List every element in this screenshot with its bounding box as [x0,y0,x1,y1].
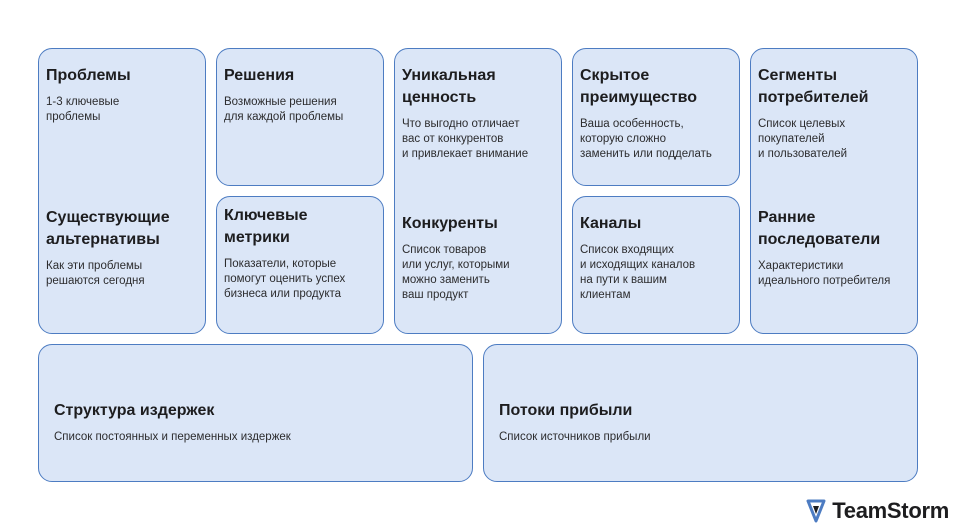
channels-title: Каналы [580,215,642,232]
advantage-text: Ваша особенность, которую сложно заменить или подделать [580,118,712,160]
revenue-title: Потоки прибыли [499,402,633,419]
competitors [402,213,557,303]
card-hidden-advantage [572,48,740,186]
competitors-title: Конкуренты [402,215,498,232]
metrics-text: Показатели, которые помогут оценить успех бизнеса или продукта [224,258,346,300]
solutions-title: Решения [224,67,295,84]
channels-text: Список входящих и исходящих каналов на пути к вашим клиентам [580,244,696,301]
card-problems [38,48,206,334]
card-unique-value [394,48,562,334]
card-channels [572,196,740,334]
card-customer-segments [750,48,918,334]
card-revenue-streams [483,344,918,482]
early-adopters-title: Ранние последователи [758,209,881,248]
card-solutions [216,48,384,186]
costs-title: Структура издержек [54,402,215,419]
segments-title: Сегменты потребителей [758,67,869,106]
existing-alternatives [46,207,201,289]
segments-text: Список целевых покупателей и пользователей [758,118,848,160]
competitors-text: Список товаров или услуг, которыми можно заменить ваш продукт [402,244,510,301]
problems-title: Проблемы [46,67,131,84]
early-adopters [758,207,913,289]
early-adopters-text: Характеристики идеального потребителя [758,260,891,287]
brand-logo [806,498,949,524]
teamstorm-logo-icon [806,499,826,523]
brand-name: TeamStorm [832,498,949,523]
alternatives-text: Как эти проблемы решаются сегодня [46,260,145,287]
alternatives-title: Существующие альтернативы [46,209,170,248]
problems-text: 1-3 ключевые проблемы [46,96,120,123]
uvp-title: Уникальная ценность [402,67,496,106]
solutions-text: Возможные решения для каждой проблемы [224,96,344,123]
metrics-title: Ключевые метрики [224,207,308,246]
costs-text: Список постоянных и переменных издержек [54,431,291,443]
advantage-title: Скрытое преимущество [580,67,698,106]
revenue-text: Список источников прибыли [499,431,651,443]
card-key-metrics [216,196,384,334]
card-cost-structure [38,344,473,482]
uvp-text: Что выгодно отличает вас от конкурентов и привлекает внимание [402,118,529,160]
